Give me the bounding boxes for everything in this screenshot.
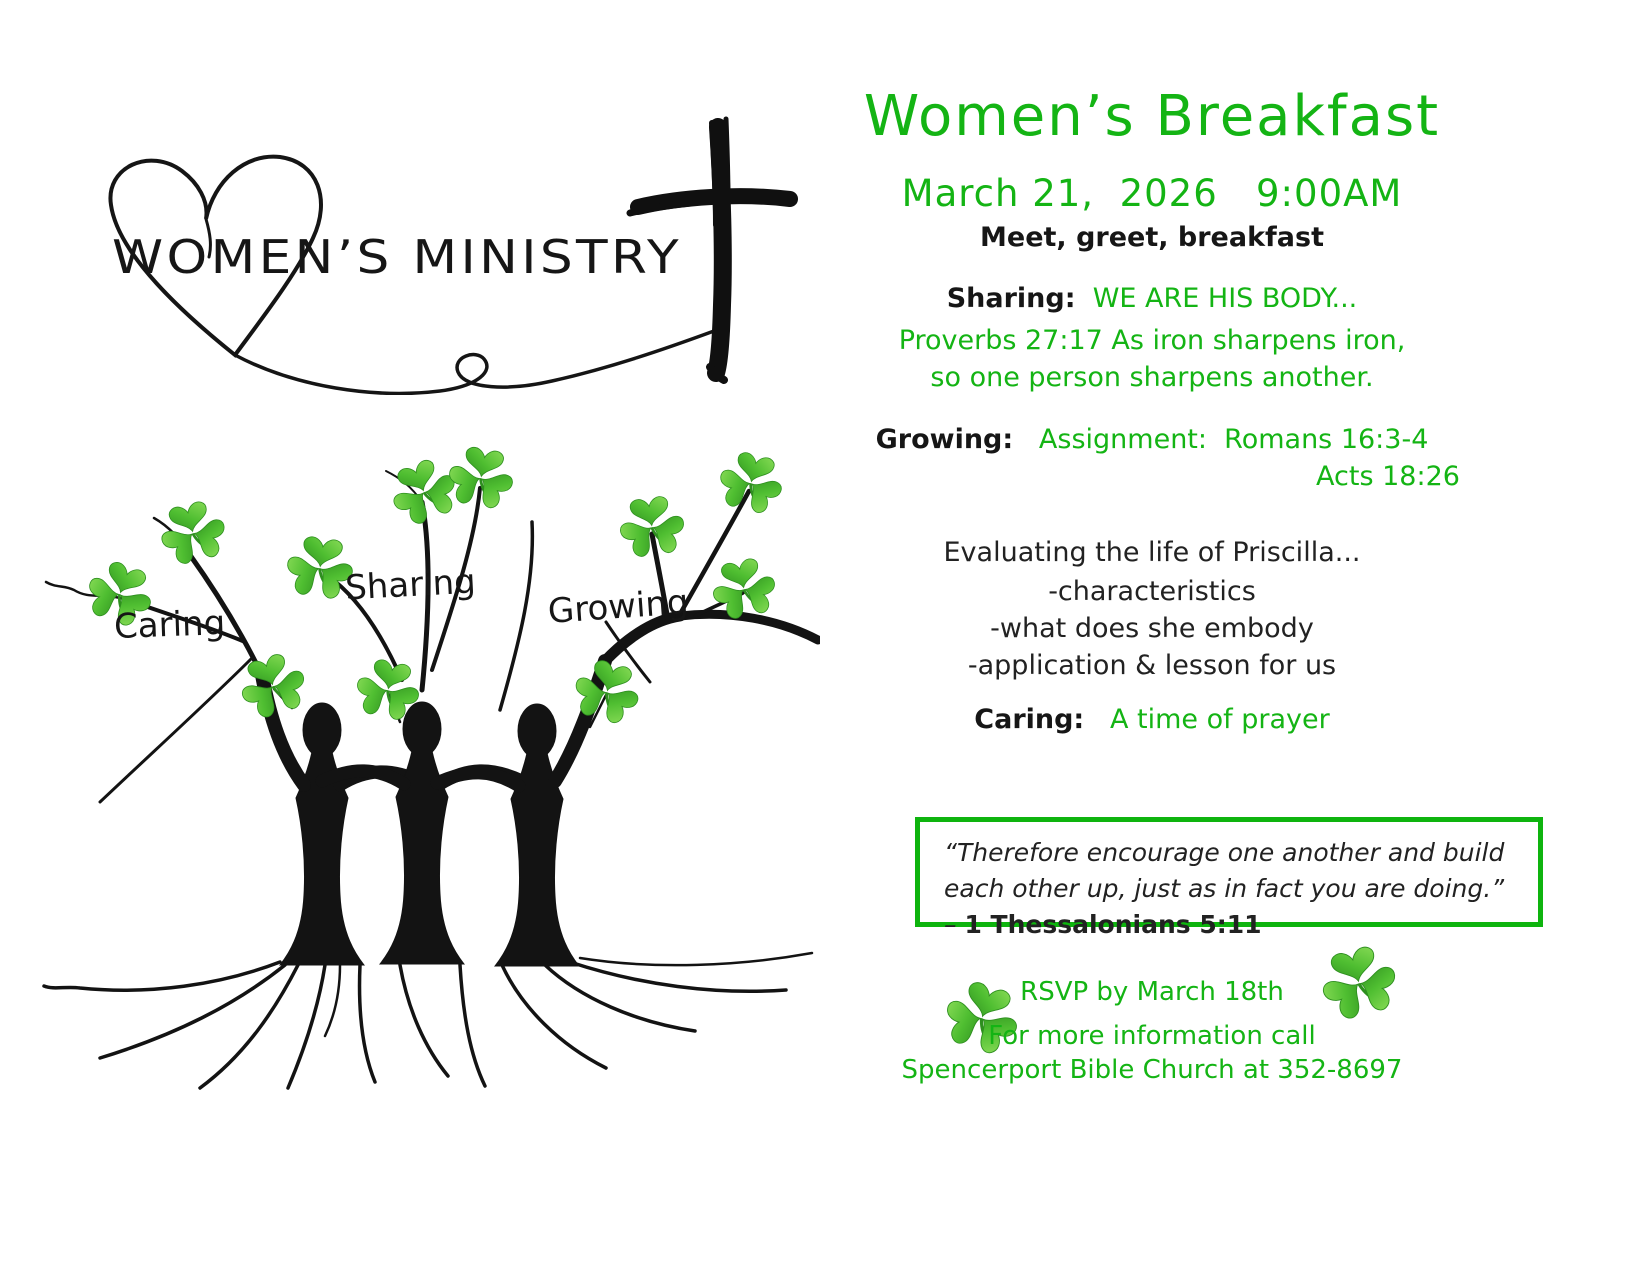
logo-title: WOMEN’S MINISTRY — [112, 230, 682, 284]
tree-label-sharing: Sharing — [344, 561, 477, 609]
growing-label: Growing: — [875, 424, 1014, 455]
shamrock-icon — [381, 452, 467, 533]
event-date-time: March 21, 2026 9:00AM — [901, 172, 1403, 215]
event-tagline: Meet, greet, breakfast — [980, 222, 1324, 253]
growing-assignment-2: Acts 18:26 — [1316, 461, 1460, 492]
sharing-topic: WE ARE HIS BODY... — [1092, 283, 1358, 314]
shamrock-icon — [711, 447, 790, 519]
evaluating-line2: -characteristics — [1048, 576, 1256, 607]
caring-line — [822, 704, 1482, 735]
info-line1: For more information call — [988, 1021, 1316, 1051]
spacer — [1076, 283, 1093, 314]
scripture-quote-box — [915, 817, 1543, 939]
women-silhouettes — [262, 661, 605, 966]
evaluating-line4: -application & lesson for us — [967, 650, 1337, 681]
tree-label-caring: Caring — [113, 603, 226, 647]
caring-label: Caring: — [974, 704, 1085, 735]
growing-line — [822, 424, 1482, 455]
woman-silhouette — [437, 661, 605, 966]
quote-text: “Therefore encourage one another and build each other up, just as in fact you are doing.” – — [944, 838, 1505, 939]
event-title: Women’s Breakfast — [863, 84, 1441, 149]
evaluating-line1: Evaluating the life of Priscilla... — [943, 537, 1361, 568]
tree-label-growing: Growing — [546, 582, 690, 632]
caring-topic: A time of prayer — [1109, 704, 1330, 735]
spacer — [1084, 704, 1110, 735]
sharing-label: Sharing: — [946, 283, 1076, 314]
rsvp-line: RSVP by March 18th — [1020, 977, 1284, 1007]
womens-ministry-logo — [90, 105, 810, 395]
quote-reference: 1 Thessalonians 5:11 — [964, 910, 1262, 939]
shamrock-icon — [614, 493, 691, 561]
growing-assignment: Assignment: Romans 16:3-4 — [1038, 424, 1429, 455]
spacer — [1013, 424, 1039, 455]
shamrock-icon — [442, 443, 520, 513]
women-tree-illustration — [40, 430, 820, 1110]
sharing-line — [822, 283, 1482, 314]
sharing-verse-line1: Proverbs 27:17 As iron sharpens iron, — [898, 325, 1406, 356]
info-line2: Spencerport Bible Church at 352-8697 — [901, 1055, 1403, 1085]
sharing-verse-line2: so one person sharpens another. — [930, 362, 1374, 393]
woman-silhouette — [322, 702, 522, 964]
tree-roots — [44, 953, 812, 1088]
evaluating-line3: -what does she embody — [990, 613, 1314, 644]
logo-swoosh-line — [235, 331, 714, 393]
